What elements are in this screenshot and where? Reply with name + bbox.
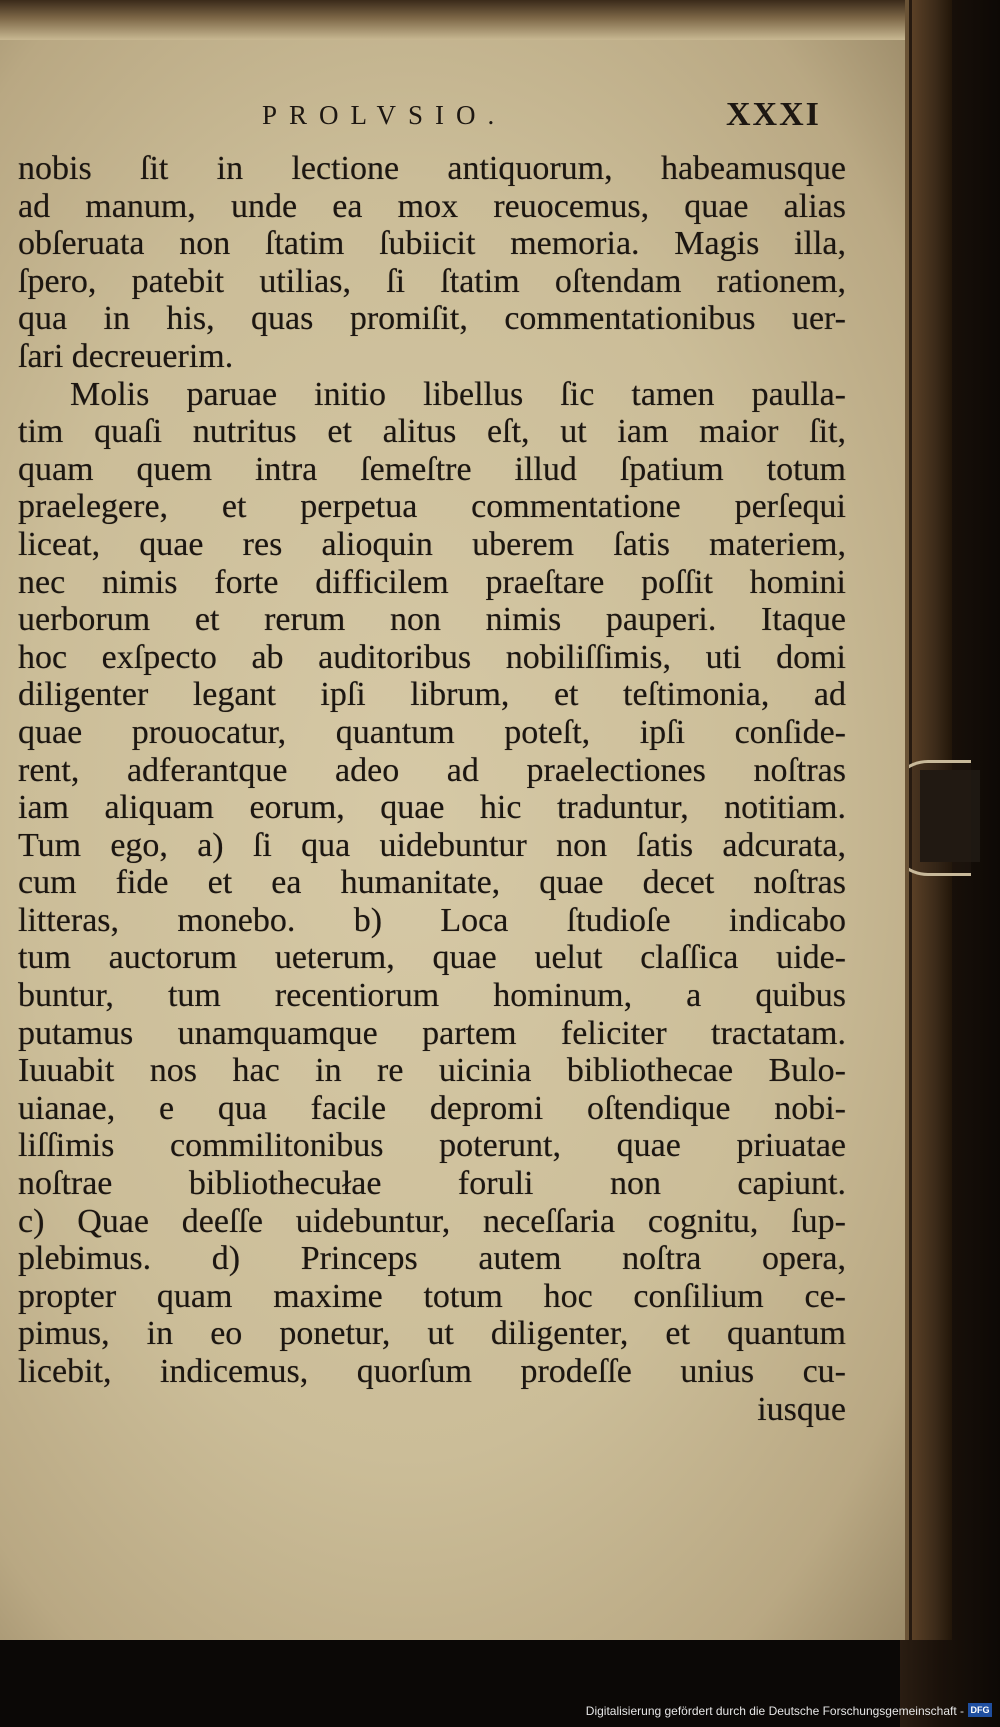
text-line: litteras, monebo. b) Loca ſtudioſe indicabo [18, 901, 846, 939]
text-line: quae prouocatur, quantum poteſt, ipſi conſide- [18, 713, 846, 751]
text-line: propter quam maxime totum hoc conſilium ce- [18, 1277, 846, 1315]
text-line: buntur, tum recentiorum hominum, a quibus [18, 977, 846, 1015]
text-line: iam aliquam eorum, quae hic traduntur, notitiam. [18, 789, 846, 827]
body-text [18, 150, 846, 1428]
text-line: plebimus. d) Princeps autem noſtra opera, [18, 1240, 846, 1278]
text-line: uianae, e qua facile depromi oſtendique nobi- [18, 1089, 846, 1127]
page-top-edge [0, 0, 905, 40]
text-line: diligenter legant ipſi librum, et teſtimonia, ad [18, 676, 846, 714]
text-line: Tum ego, a) ſi qua uidebuntur non ſatis adcurata, [18, 826, 846, 864]
text-line: ſpero, patebit utilias, ſi ſtatim oſtendam rationem, [18, 262, 846, 300]
text-line: obſeruata non ſtatim ſubiicit memoria. Magis illa, [18, 225, 846, 263]
footer-bar [0, 1700, 1000, 1727]
funding-credit: Digitalisierung gefördert durch die Deutsche Forschungsgemeinschaft - [585, 1704, 964, 1718]
text-line: pimus, in eo ponetur, ut diligenter, et quantum [18, 1315, 846, 1353]
text-line: putamus unamquamque partem feliciter tractatam. [18, 1014, 846, 1052]
text-line: quam quem intra ſemeſtre illud ſpatium totum [18, 450, 846, 488]
text-line: tum auctorum ueterum, quae uelut claſſica uide- [18, 939, 846, 977]
text-line: ad manum, unde ea mox reuocemus, quae alias [18, 187, 846, 225]
running-title: PROLVSIO. [262, 100, 507, 130]
text-line: uerborum et rerum non nimis pauperi. Itaque [18, 601, 846, 639]
running-header [0, 96, 905, 146]
catchword: iusque [757, 1390, 846, 1428]
text-line: noſtrae bibliothecułae foruli non capiunt. [18, 1165, 846, 1203]
text-line: nobis ſit in lectione antiquorum, habeamusque [18, 150, 846, 187]
text-line: praelegere, et perpetua commentatione perſequi [18, 488, 846, 526]
text-line: ſari decreuerim. [18, 337, 234, 375]
text-line: rent, adferantque adeo ad praelectiones noſtras [18, 751, 846, 789]
text-line: hoc exſpecto ab auditoribus nobiliſſimis, uti domi [18, 638, 846, 676]
text-line: c) Quae deeſſe uidebuntur, neceſſaria cognitu, ſup- [18, 1202, 846, 1240]
page-number: XXXI [726, 96, 821, 133]
text-line: nec nimis forte difficilem praeſtare poſſit homini [18, 563, 846, 601]
text-line: Molis paruae initio libellus ſic tamen paulla- [70, 375, 846, 413]
text-line: liceat, quae res alioquin uberem ſatis materiem, [18, 525, 846, 563]
text-line: liſſimis commilitonibus poterunt, quae priuatae [18, 1127, 846, 1165]
text-line: licebit, indicemus, quorſum prodeſſe unius cu- [18, 1353, 846, 1390]
dfg-logo: DFG [968, 1703, 992, 1717]
text-line: cum fide et ea humanitate, quae decet noſtras [18, 864, 846, 902]
text-line: Iuuabit nos hac in re uicinia bibliothecae Bulo- [18, 1052, 846, 1090]
text-line: tim quaſi nutritus et alitus eſt, ut iam maior ſit, [18, 413, 846, 451]
text-line: qua in his, quas promiſit, commentationibus uer- [18, 300, 846, 338]
